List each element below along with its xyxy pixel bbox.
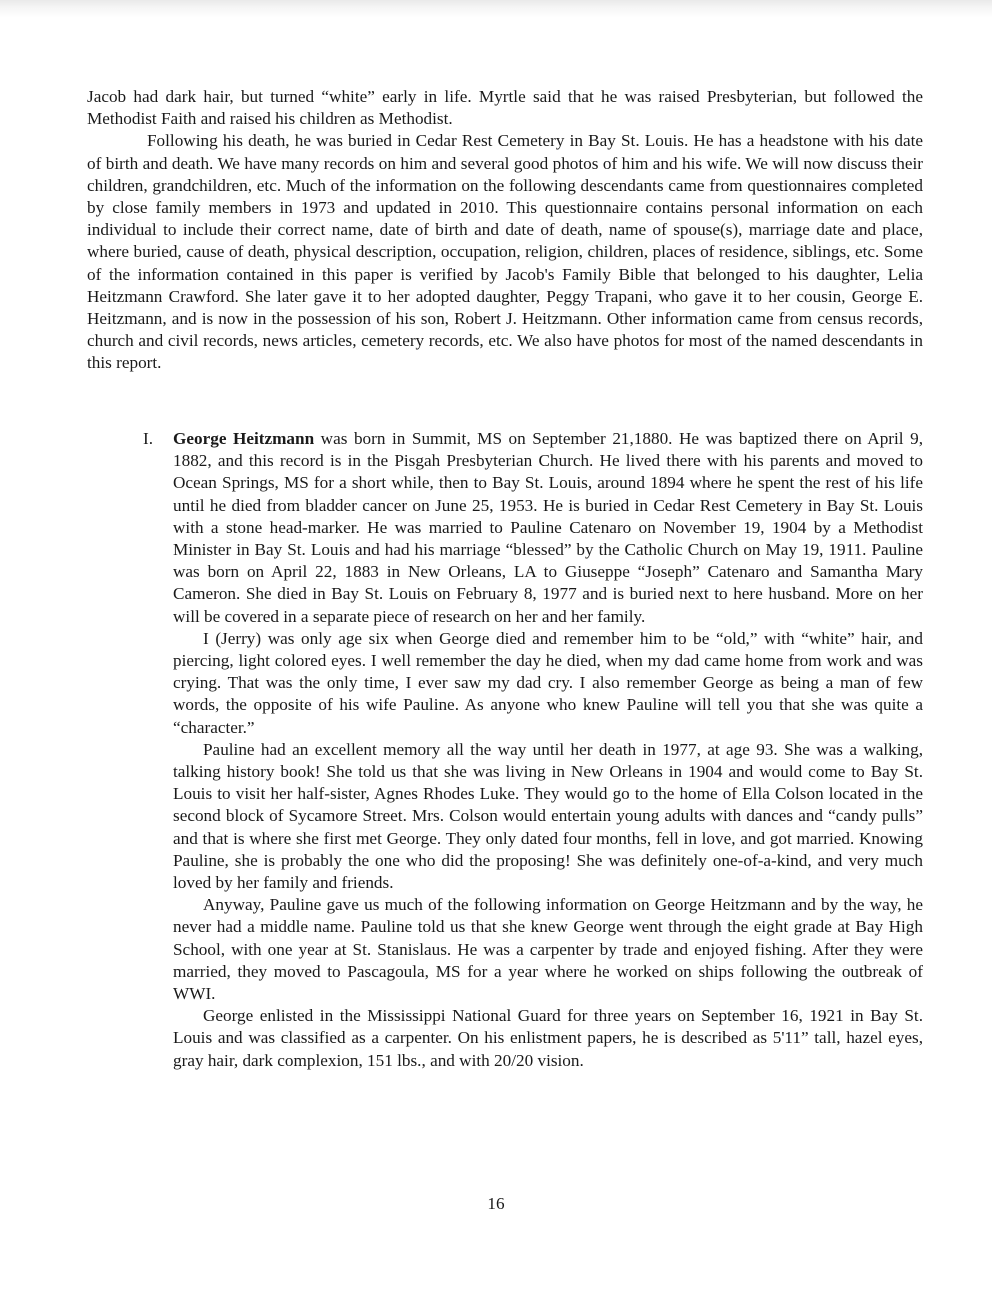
person-name: George Heitzmann bbox=[173, 429, 315, 448]
item-paragraph-4: Anyway, Pauline gave us much of the following information on George Heitzmann and by the way, he never had a middle name. Pauline told us that she knew George went through the eight grade at Bay High School, with one year at St. Stanislaus. He was a carpenter by trade and enjoyed fishing. After they were married, they moved to Pascagoula, MS for a year where he worked on ships following the outbreak of WWI. bbox=[173, 895, 923, 1004]
intro-section bbox=[87, 86, 923, 375]
item-paragraph-5: George enlisted in the Mississippi National Guard for three years on September 16, 1921 in Bay St. Louis and was classified as a carpenter. On his enlistment papers, he is described as 5'11” tall, hazel eyes, gray hair, dark complexion, 151 lbs., and with 20/20 vision. bbox=[173, 1006, 923, 1070]
item-section bbox=[173, 428, 923, 1072]
scan-edge-shadow bbox=[0, 0, 992, 18]
intro-paragraph-2: Following his death, he was buried in Cedar Rest Cemetery in Bay St. Louis. He has a headstone with his date of birth and death. We have many records on him and several good photos of him and his wife. We will now discuss their children, grandchildren, etc. Much of the information on the following descendants came from questionnaires completed by close family members in 1973 and updated in 2010. This questionnaire contains personal information on each individual to include their correct name, date of birth and date of death, name of spouse(s), marriage date and place, where buried, cause of death, physical description, occupation, religion, children, places of residence, siblings, etc. Some of the information contained in this paper is verified by Jacob's Family Bible that belonged to his daughter, Lelia Heitzmann Crawford. She later gave it to her adopted daughter, Peggy Trapani, who gave it to her cousin, George E. Heitzmann, and is now in the possession of his son, Robert J. Heitzmann. Other information came from census records, church and civil records, news articles, cemetery records, etc. We also have photos for most of the named descendants in this report. bbox=[87, 131, 923, 373]
intro-paragraph-1: Jacob had dark hair, but turned “white” early in life. Myrtle said that he was raised Presbyterian, but followed the Methodist Faith and raised his children as Methodist. bbox=[87, 87, 923, 129]
item-paragraph-3: Pauline had an excellent memory all the way until her death in 1977, at age 93. She was a walking, talking history book! She told us that she was living in New Orleans in 1904 and would come to Bay St. Louis to visit her half-sister, Agnes Rhodes Luke. They would go to the home of Ella Colson located in the second block of Sycamore Street. Mrs. Colson would entertain young adults with dances and “candy pulls” and that is where she first met George. They only dated four months, fell in love, and got married. Knowing Pauline, she is probably the one who did the proposing! She was definitely one-of-a-kind, and very much loved by her family and friends. bbox=[173, 739, 923, 893]
item-paragraph-1-text: was born in Summit, MS on September 21,1880. He was baptized there on April 9, 1882, and this record is in the Pisgah Presbyterian Church. He lived there with his parents and moved to Ocean Springs, MS for a short while, then to Bay St. Louis, around 1894 where he spent the rest of his life until he died from bladder cancer on June 25, 1953. He is buried in Cedar Rest Cemetery in Bay St. Louis with a stone head-marker. He was married to Pauline Catenaro on November 19, 1904 by a Methodist Minister in Bay St. Louis and had his marriage “blessed” by the Catholic Church on May 19, 1911. Pauline was born on April 22, 1883 in New Orleans, LA to Giuseppe “Joseph” Catenaro and Samantha Mary Cameron. She died in Bay St. Louis on February 8, 1977 and is buried next to here husband. More on her will be covered in a separate piece of research on her and her family. bbox=[173, 429, 923, 626]
page-number: 16 bbox=[487, 1194, 505, 1213]
item-paragraph-2: I (Jerry) was only age six when George died and remember him to be “old,” with “white” hair, and piercing, light colored eyes. I well remember the day he died, when my dad came home from work and was crying. That was the only time, I ever saw my dad cry. I also remember George as being a man of few words, the opposite of his wife Pauline. As anyone who knew Pauline will tell you that she was quite a “character.” bbox=[173, 628, 923, 737]
item-paragraph-1 bbox=[173, 428, 923, 628]
item-number: I. bbox=[143, 429, 154, 448]
